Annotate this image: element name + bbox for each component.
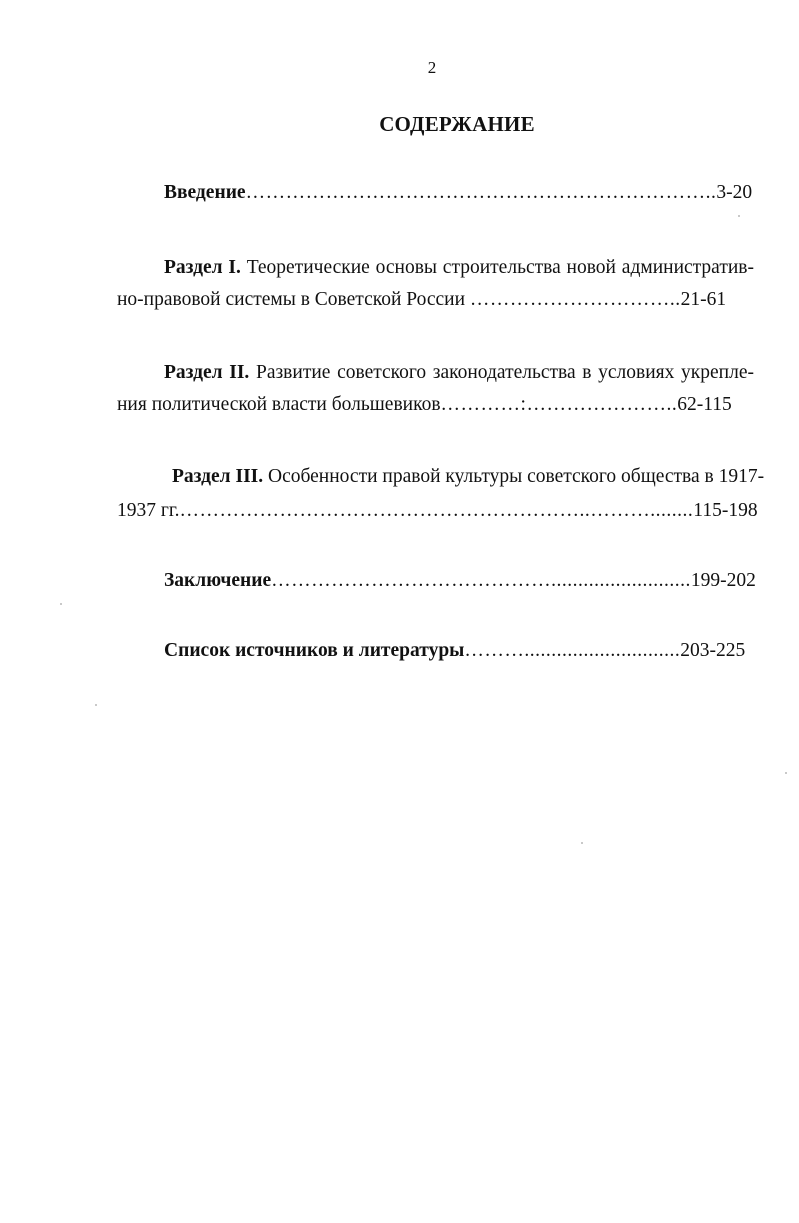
toc-leader-dots: ……….............................	[464, 640, 681, 661]
scan-speck	[738, 215, 740, 217]
toc-page-range: 3-20	[716, 182, 753, 203]
toc-entry-conclusion[interactable]	[164, 569, 756, 593]
toc-entry-line-2	[117, 288, 726, 312]
toc-title: СОДЕРЖАНИЕ	[379, 112, 535, 136]
toc-leader-dots: …………………………..	[469, 289, 681, 310]
scan-speck	[60, 603, 62, 605]
toc-entry-text: Особенности правой культуры советского общества в 1917-	[268, 466, 765, 487]
toc-leader-dots: ……………………………………………………………..	[245, 182, 717, 203]
toc-entry-introduction[interactable]	[164, 181, 752, 205]
toc-page-range: 203-225	[680, 640, 746, 661]
toc-leader-dots: ……………………………………………………..………........	[179, 500, 694, 521]
scan-speck	[785, 772, 787, 774]
toc-entry-text: Развитие советского законодательства в условиях укрепле-	[255, 362, 754, 383]
toc-entry-label: Раздел II.	[164, 362, 250, 383]
toc-entry-label: Заключение	[164, 570, 272, 591]
toc-page-range: 199-202	[690, 570, 756, 591]
toc-entry-line-1	[172, 465, 765, 489]
toc-entry-text: 1937 гг.	[117, 500, 180, 521]
toc-page-range: 115-198	[693, 500, 758, 521]
toc-page-range: 21-61	[680, 289, 727, 310]
toc-leader-dots: ……………………………………..........................	[271, 570, 691, 591]
scan-speck	[95, 704, 97, 706]
toc-entry-text: но-правовой системы в Советской России	[117, 289, 470, 310]
toc-entry-label: Введение	[164, 182, 246, 203]
toc-entry-line-2	[117, 393, 732, 417]
toc-entry-line-1	[164, 256, 754, 280]
toc-entry-label: Раздел I.	[164, 257, 241, 278]
toc-entry-label: Список источников и литературы	[164, 640, 465, 661]
toc-entry-line-2	[117, 499, 758, 523]
toc-entry-text: ния политической власти большевиков	[117, 394, 441, 415]
toc-entry-line-1	[164, 361, 754, 385]
toc-entry-text: Теоретические основы строительства новой административ-	[246, 257, 754, 278]
toc-entry-label: Раздел III.	[172, 466, 264, 487]
toc-page-range: 62-115	[677, 394, 732, 415]
scan-speck	[581, 842, 583, 844]
toc-leader-dots: …………:…………………..	[440, 394, 678, 415]
page-number: 2	[427, 58, 437, 77]
toc-entry-sources[interactable]	[164, 639, 745, 663]
